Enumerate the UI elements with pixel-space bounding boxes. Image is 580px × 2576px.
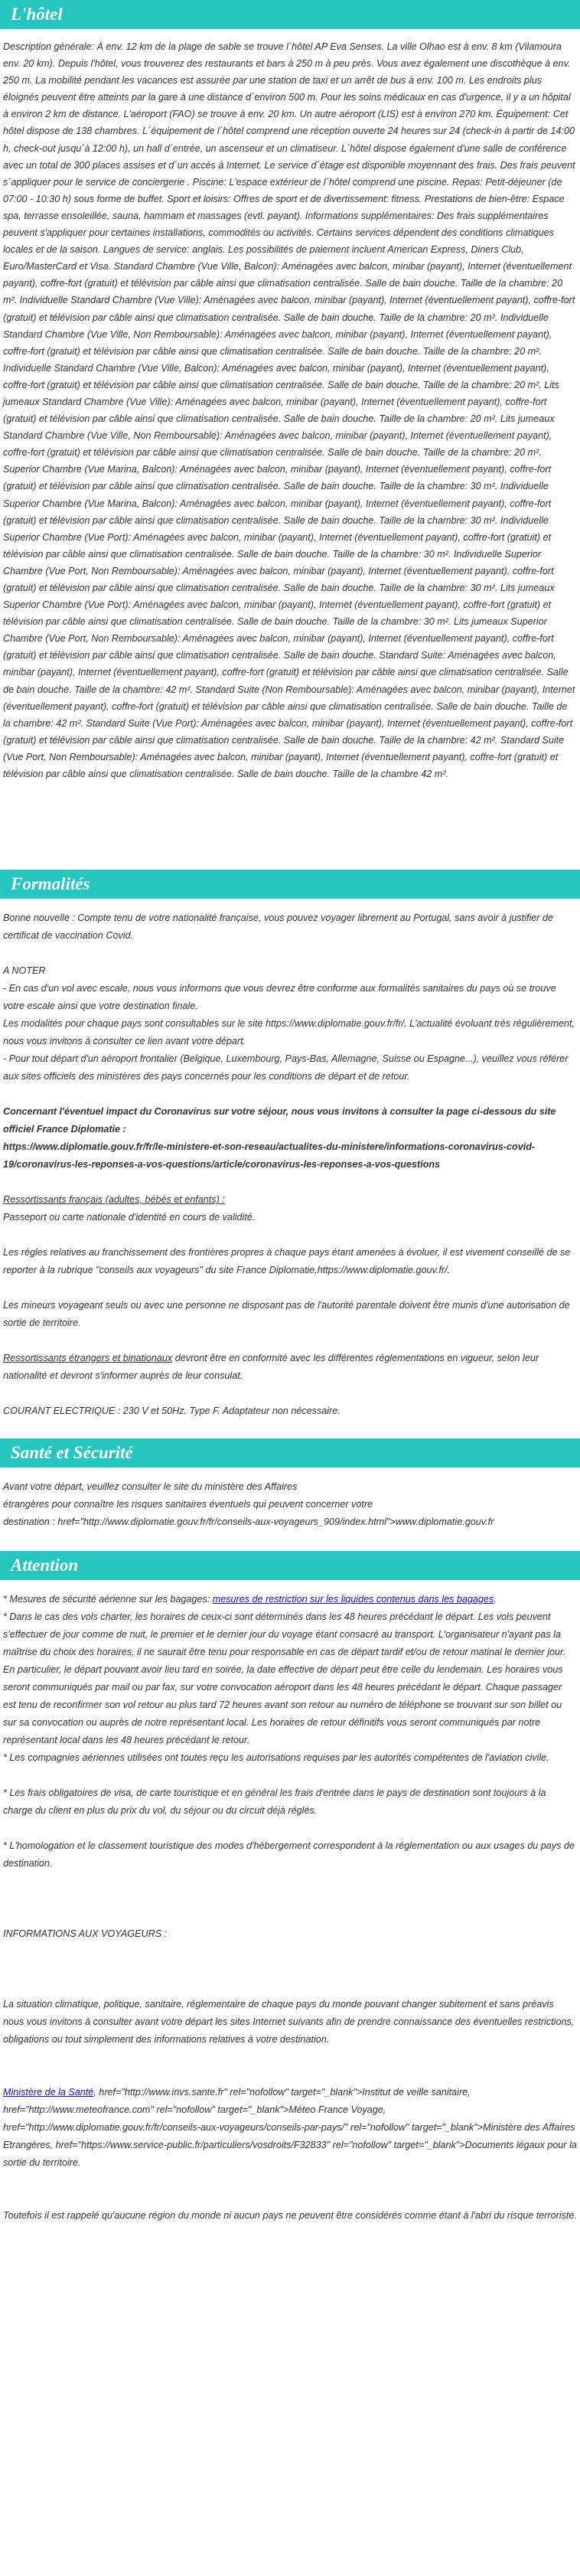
hotel-heading: L'hôtel [0,0,580,29]
formalites-section [0,870,580,1438]
french-nationals-text: Passeport ou carte nationale d'identité en cours de validité. [3,1212,256,1223]
liquids-restriction-link[interactable]: mesures de restriction sur les liquides contenus dans les bagages [212,1594,494,1605]
homologation-text: * L'homologation et le classement touristique des modes d'hébergement correspondent à la réglementation ou aux usages du pays de destination. [3,1840,575,1869]
bagages-suffix: . [494,1594,497,1605]
formalites-intro: Bonne nouvelle : Compte tenu de votre nationalité française, vous pouvez voyager librement au Portugal, sans avoir à justifier de certificat de vaccination Covid. [3,913,553,941]
sante-line-3: destination : href="http://www.diplomatie.gouv.fr/fr/conseils-aux-voyageurs_909/index.html">www.diplomatie.gouv.fr [3,1517,494,1527]
sante-line-2: étrangères pour connaître les risques sanitaires éventuels qui peuvent concerner votre [3,1499,373,1510]
attention-heading: Attention [0,1551,580,1580]
foreign-nationals-paragraph [3,1350,577,1385]
border-rules-text: Les règles relatives au franchissement des frontières propres à chaque pays étant amenées à évoluer, il est vivement conseillé de se reporter à la rubrique "conseils aux voyageurs" du site France Diplomatie,https://www.diplomatie.gouv.fr/. [3,1247,571,1275]
charter-flights-text: * Dans le cas des vols charter, les horaires de ceux-ci sont déterminés dans les 48 heures précédant le départ. Les vols peuvent s'effectuer de jour comme de nuit, le premier et le dernier jour du voyage étant consacré au transport. L'organisateur n'ayant pas la maîtrise du choix des horaires, il ne saurait être tenu pour responsable en cas de départ tardif et/ou de retour matinal le dernier jour. En particulier, le départ pouvant avoir lieu tard en soirée, la date effective de départ peut être celle du lendemain. Les horaires vous seront communiqués par mail ou par fax, sur votre convocation aéroport dans les 48 heures précédant le départ. Chaque passager est tenu de reconfirmer son vol retour au plus tard 72 heures avant son retour au numéro de téléphone se trouvant sur son billet ou sur sa convocation ou auprès de notre représentant local. Les horaires de retour définitifs vous seront communiqués par notre représentant local dans les 48 heures précédant le retour. [3,1611,566,1745]
minors-text: Les mineurs voyageant seuls ou avec une personne ne disposant pas de l'autorité parentale doivent être munis d'une autorisation de sortie de territoire. [3,1300,570,1328]
formalites-heading: Formalités [0,870,580,899]
coronavirus-title: Concernant l'éventuel impact du Coronavirus sur votre séjour, nous vous invitons à consulter la page ci-dessous du site officiel France Diplomatie : [3,1106,556,1135]
sante-section [0,1438,580,1551]
links-text: , href="http://www.invs.sante.fr" rel="nofollow" target="_blank">Institut de veille sanitaire, href="http://www.meteofrance.com" rel="nofollow" target="_blank">Méteo France Voyage, href="http://www.diplomatie.gouv.fr/fr/conseils-aux-voyageurs/conseils-par-pays/" rel="nofollow" target="_blank">Ministère des Affaires Etrangères, href="https://www.service-public.fr/particuliers/vosdroits/F32833" rel="nofollow" target="_blank">Documents légaux pour la sortie du territoire. [3,2087,577,2168]
situation-text-1: La situation climatique, politique, sanitaire, réglementaire de chaque pays du monde pouvant changer subitement et sans préavis [3,1999,554,2010]
bagages-prefix: * Mesures de sécurité aérienne sur les bagages: [3,1594,213,1605]
foreign-nationals-text: devront être en conformité avec les différentes réglementations en vigueur, selon leur nationalité et devront s'informer auprès de leur consulat. [3,1353,539,1381]
terrorism-text: Toutefois il est rappelé qu'aucune région du monde ni aucun pays ne peuvent être considérés comme étant à l'abri du risque terroriste. [3,2210,577,2221]
note-escale: - En cas d'un vol avec escale, nous vous informons que vous devrez être conforme aux formalités sanitaires du pays où se trouve votre escale ainsi que votre destination finale. [3,983,556,1011]
sante-heading: Santé et Sécurité [0,1438,580,1468]
sante-line-1: Avant votre départ, veuillez consulter le site du ministère des Affaires [3,1481,298,1492]
hotel-description: Description générale: À env. 12 km de la plage de sable se trouve l´hôtel AP Eva Senses. La ville Olhao est à env. 8 km (Vilamoura env. 20 km). Depuis l'hôtel, vous trouverez des restaurants et bars à 250 m à peu près. Vous avez également une discothèque à env. 250 m. La mobilité pendant les vacances est assurée par une station de taxi et un arrêt de bus à env. 100 m. Les endroits plus éloignés peuvent être atteints par la gare à une distance d´environ 500 m. Pour les soins médicaux en cas d'urgence, il y a un hôpital à environ 2 km de distance. L'aéroport (FAO) se trouve à env. 20 km. Un autre aéroport (LIS) est à environ 270 km. Équipement: Cet hôtel dispose de 138 chambres. L´équipement de l´hôtel comprend une réception ouverte 24 heures sur 24 (check-in à partir de 14:00 h, check-out jusqu´à 12:00 h), un hall d´entrée, un ascenseur et un climatiseur. L´hôtel dispose également d'une salle de conférence avec un total de 300 places assises et d´un accès à Internet. Le service d´étage est disponible moyennant des frais. Des frais peuvent s´appliquer pour le service de conciergerie . Piscine: L'espace extérieur de l´hôtel comprend une piscine. Repas: Petit-déjeuner (de 07:00 - 10:30 h) sous forme de buffet. Sport et loisirs: Offres de sport et de divertissement: fitness. Prestations de bien-être: Espace spa, terrasse ensoleillée, sauna, hammam et massages (evtl. payant). Informations supplémentaires: Des frais supplémentaires peuvent s'appliquer pour certaines installations, commodités ou activités. Certains services dépendent des conditions climatiques locales et de la saison. Langues de service: anglais. Les possibilités de paiement incluent American Express, Diners Club, Euro/MasterCard et Visa. Standard Chambre (Vue Ville, Balcon): Aménagées avec balcon, minibar (payant), Internet (éventuellement payant), coffre-fort (gratuit) et télévision par câble ainsi que climatisation centralisée. Salle de bain douche. Taille de la chambre: 20 m². Individuelle Standard Chambre (Vue Ville): Aménagées avec balcon, minibar (payant), Internet (éventuellement payant), coffre-fort (gratuit) et télévision par câble ainsi que climatisation centralisée. Salle de bain douche. Taille de la chambre: 20 m². Individuelle Standard Chambre (Vue Ville, Non Remboursable): Aménagées avec balcon, minibar (payant), Internet (éventuellement payant), coffre-fort (gratuit) et télévision par câble ainsi que climatisation centralisée. Salle de bain douche. Taille de la chambre: 20 m². Individuelle Standard Chambre (Vue Ville, Balcon): Aménagées avec balcon, minibar (payant), Internet (éventuellement payant), coffre-fort (gratuit) et télévision par câble ainsi que climatisation centralisée. Salle de bain douche. Taille de la chambre: 20 m². Lits jumeaux Standard Chambre (Vue Ville): Aménagées avec balcon, minibar (payant), Internet (éventuellement payant), coffre-fort (gratuit) et télévision par câble ainsi que climatisation centralisée. Salle de bain douche. Taille de la chambre: 20 m². Lits jumeaux Standard Chambre (Vue Ville, Non Remboursable): Aménagées avec balcon, minibar (payant), Internet (éventuellement payant), coffre-fort (gratuit) et télévision par câble ainsi que climatisation centralisée. Salle de bain douche. Taille de la chambre: 20 m². Superior Chambre (Vue Marina, Balcon): Aménagées avec balcon, minibar (payant), Internet (éventuellement payant), coffre-fort (gratuit) et télévision par câble ainsi que climatisation centralisée. Salle de bain douche. Taille de la chambre: 30 m². Individuelle Superior Chambre (Vue Marina, Balcon): Aménagées avec balcon, minibar (payant), Internet (éventuellement payant), coffre-fort (gratuit) et télévision par câble ainsi que climatisation centralisée. Salle de bain douche. Taille de la chambre: 30 m². Individuelle Superior Chambre (Vue Port): Aménagées avec balcon, minibar (payant), Internet (éventuellement payant), coffre-fort (gratuit) et télévision par câble ainsi que climatisation centralisée. Salle de bain douche. Taille de la chambre: 30 m². Individuelle Superior Chambre (Vue Port, Non Remboursable): Aménagées avec balcon, minibar (payant), Internet (éventuellement payant), coffre-fort (gratuit) et télévision par câble ainsi que climatisation centralisée. Salle de bain douche. Taille de la chambre: 30 m². Lits jumeaux Superior Chambre (Vue Port): Aménagées avec balcon, minibar (payant), Internet (éventuellement payant), coffre-fort (gratuit) et télévision par câble ainsi que climatisation centralisée. Salle de bain douche. Taille de la chambre: 30 m². Lits jumeaux Superior Chambre (Vue Port, Non Remboursable): Aménagées avec balcon, minibar (payant), Internet (éventuellement payant), coffre-fort (gratuit) et télévision par câble ainsi que climatisation centralisée. Salle de bain douche. Standard Suite: Aménagées avec balcon, minibar (payant), Internet (éventuellement payant), coffre-fort (gratuit) et télévision par câble ainsi que climatisation centralisée. Salle de bain douche. Taille de la chambre: 42 m². Standard Suite (Non Remboursable): Aménagées avec balcon, minibar (payant), Internet (éventuellement payant), coffre-fort (gratuit) et télévision par câble ainsi que climatisation centralisée. Salle de bain douche. Taille de la chambre: 42 m². Standard Suite (Vue Port): Aménagées avec balcon, minibar (payant), Internet (éventuellement payant), coffre-fort (gratuit) et télévision par câble ainsi que climatisation centralisée. Salle de bain douche. Taille de la chambre: 42 m². Standard Suite (Vue Port, Non Remboursable): Aménagées avec balcon, minibar (payant), Internet (éventuellement payant), coffre-fort (gratuit) et télévision par câble ainsi que climatisation centralisée. Salle de bain douche. Taille de la chambre 42 m². [3,41,575,780]
electric-current: COURANT ELECTRIQUE : 230 V et 50Hz. Type F. Adaptateur non nécessaire. [3,1406,341,1416]
travelers-info-title: INFORMATIONS AUX VOYAGEURS : [3,1928,168,1939]
bagages-paragraph [3,1591,577,1608]
note-aeroport-frontalier: - Pour tout départ d'un aéroport frontalier (Belgique, Luxembourg, Pays-Bas, Allemagne, Suisse ou Espagne...), veuillez vous référer aux sites officiels des ministères des pays concernés pour les conditions de départ et de retour. [3,1053,569,1082]
note-title: A NOTER [3,965,46,976]
ministere-sante-link[interactable]: Ministère de la Santé [3,2087,94,2098]
coronavirus-url: https://www.diplomatie.gouv.fr/fr/le-ministere-et-son-reseau/actualites-du-ministere/informations-coronavirus-covid-19/coronavirus-les-reponses-a-vos-questions/article/coronavirus-les-reponses-a-vos-questions [3,1141,536,1170]
visa-fees-text: * Les frais obligatoires de visa, de carte touristique et en général les frais d'entrée dans le pays de destination sont toujours à la charge du client en plus du prix du vol, du séjour ou du circuit déjà réglés. [3,1788,546,1816]
foreign-nationals-title: Ressortissants étrangers et binationaux [3,1353,173,1363]
french-nationals-title: Ressortissants français (adultes, bébés et enfants) : [3,1194,225,1205]
hotel-section [0,0,580,839]
situation-text-2: nous vous invitons à consulter avant votre départ les sites Internet suivants afin de prendre connaissance des éventuelles restrictions, obligations ou tout simplement des informations relatives à votre destination. [3,2016,575,2045]
attention-section [0,1551,580,2240]
links-paragraph [3,2084,577,2172]
note-modalites: Les modalités pour chaque pays sont consultables sur le site https://www.diplomatie.gouv.fr/fr/. L'actualité évoluant très régulièrement, nous vous invitons à consulter ce lien avant votre départ. [3,1018,575,1046]
airlines-text: * Les compagnies aériennes utilisées ont toutes reçu les autorisations requises par les autorités compétentes de l'aviation civile. [3,1752,549,1763]
